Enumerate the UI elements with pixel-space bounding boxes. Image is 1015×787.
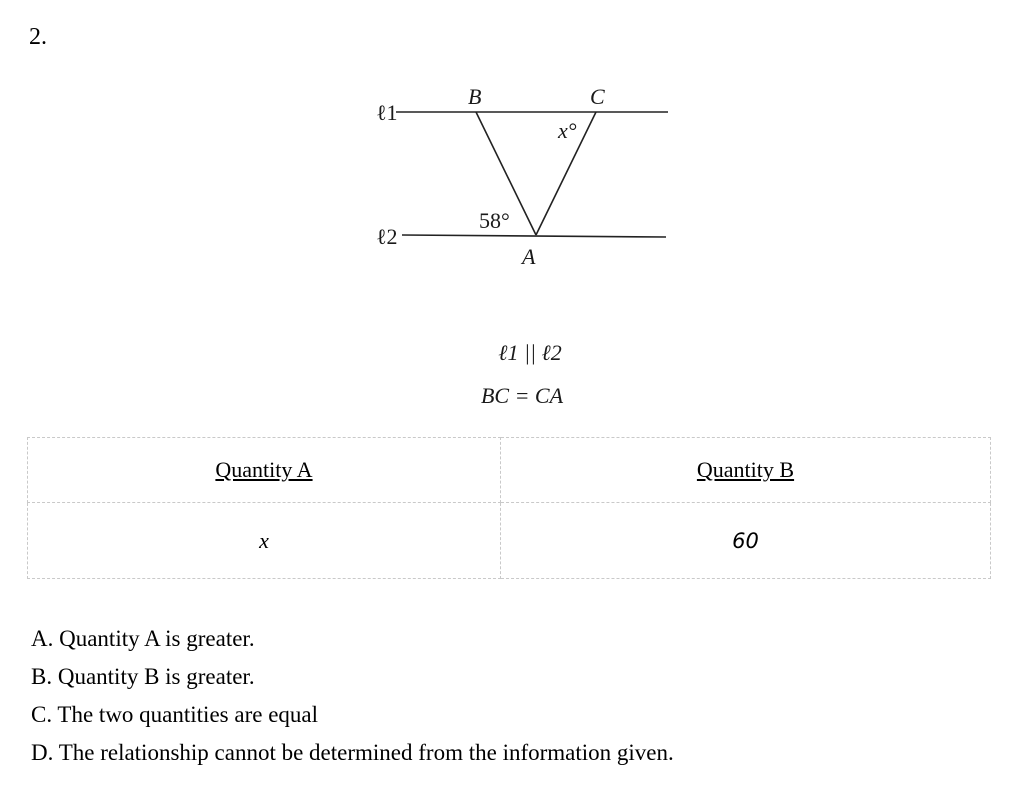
choice-c[interactable]: C. The two quantities are equal: [31, 702, 318, 727]
label-angle-58: 58°: [479, 208, 510, 233]
quantity-a-value: x: [259, 527, 269, 553]
label-l2: ℓ2: [376, 224, 398, 249]
choice-d[interactable]: D. The relationship cannot be determined from the information given.: [31, 740, 674, 765]
given-equal: BC = CA: [480, 383, 564, 408]
label-point-b: B: [468, 84, 482, 109]
label-l1: ℓ1: [376, 100, 398, 125]
question-number: 2.: [29, 24, 47, 50]
figure-svg: [320, 60, 690, 420]
header-quantity-b: Quantity B: [696, 457, 795, 482]
table-value-row: [28, 503, 991, 579]
line-l2: [402, 235, 666, 237]
geometry-figure: [320, 60, 690, 420]
value-cell-b: [501, 503, 991, 579]
quantity-b-value: 60: [732, 528, 759, 553]
header-quantity-a: Quantity A: [215, 457, 313, 482]
quantity-comparison-table: [27, 437, 991, 579]
choice-b[interactable]: B. Quantity B is greater.: [31, 664, 255, 689]
label-point-a: A: [522, 244, 536, 269]
answer-choices: [31, 620, 674, 772]
table-header-row: [28, 438, 991, 503]
header-cell-b: [501, 438, 991, 503]
header-cell-a: [28, 438, 501, 503]
given-parallel: ℓ1 || ℓ2: [498, 340, 562, 365]
label-angle-x: x°: [558, 118, 577, 143]
label-point-c: C: [590, 84, 605, 109]
value-cell-a: [28, 503, 501, 579]
choice-a[interactable]: A. Quantity A is greater.: [31, 626, 255, 651]
